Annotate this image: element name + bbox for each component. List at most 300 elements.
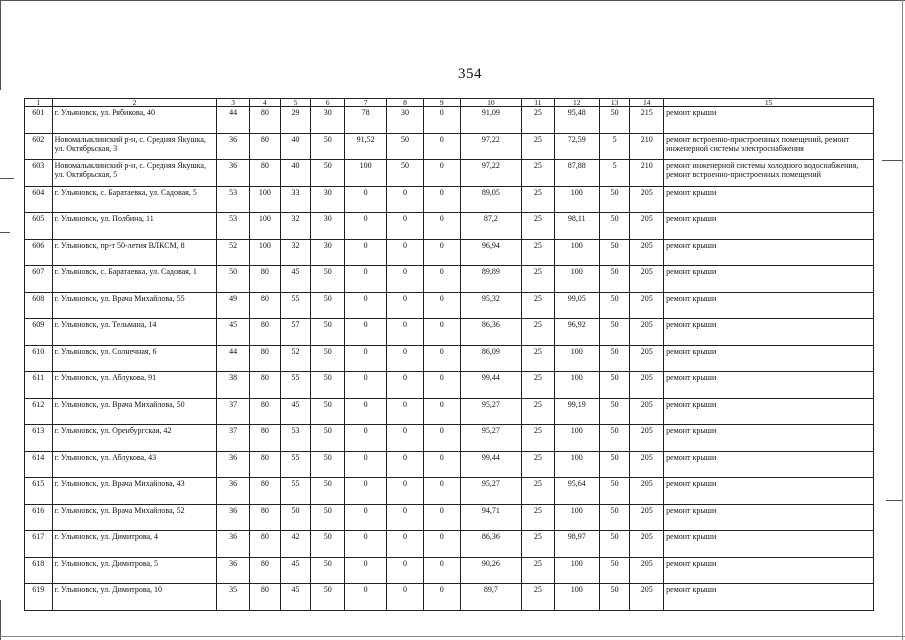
table-cell-col-8: 0 [387,478,424,505]
table-cell-col-9: 0 [423,584,460,611]
table-cell-col-11: 25 [522,372,555,399]
table-cell-col-14: 205 [630,186,664,213]
table-cell-col-3: 36 [217,531,250,558]
table-cell-col-3: 44 [217,345,250,372]
table-cell-col-7: 0 [345,451,387,478]
table-cell-col-6: 30 [311,213,345,240]
table-cell-col-2: г. Ульяновск, ул. Врача Михайлова, 55 [52,292,217,319]
column-number-15: 15 [664,99,874,107]
table-row [25,266,874,293]
table-cell-col-14: 205 [630,213,664,240]
table-cell-col-2: г. Ульяновск, ул. Димитрова, 10 [52,584,217,611]
table-cell-col-13: 50 [599,531,630,558]
table-cell-col-1: 602 [25,133,53,160]
table-cell-col-5: 52 [280,345,311,372]
table-cell-col-9: 0 [423,107,460,134]
table-cell-col-11: 25 [522,345,555,372]
table-cell-col-10: 96,94 [460,239,521,266]
table-cell-col-2: г. Ульяновск, ул. Врача Михайлова, 52 [52,504,217,531]
table-cell-col-13: 5 [599,160,630,187]
table-cell-col-5: 55 [280,451,311,478]
table-row [25,425,874,452]
table-cell-col-3: 53 [217,186,250,213]
table-cell-col-5: 45 [280,266,311,293]
table-cell-col-4: 80 [250,557,281,584]
table-cell-col-9: 0 [423,504,460,531]
table-cell-col-8: 0 [387,319,424,346]
table-cell-col-3: 35 [217,584,250,611]
table-cell-col-5: 45 [280,584,311,611]
table-cell-col-3: 37 [217,398,250,425]
table-cell-col-1: 617 [25,531,53,558]
table-cell-col-14: 205 [630,398,664,425]
table-cell-col-7: 0 [345,531,387,558]
table-cell-col-10: 97,22 [460,133,521,160]
table-cell-col-3: 45 [217,319,250,346]
table-cell-col-3: 50 [217,266,250,293]
table-cell-col-8: 0 [387,584,424,611]
table-cell-col-12: 100 [554,557,599,584]
table-cell-col-12: 95,64 [554,478,599,505]
table-cell-col-2: г. Ульяновск, ул. Тельмана, 14 [52,319,217,346]
table-row [25,107,874,134]
table-cell-col-15: ремонт крыши [664,504,874,531]
table-cell-col-4: 80 [250,133,281,160]
table-cell-col-10: 86,36 [460,319,521,346]
table-cell-col-7: 78 [345,107,387,134]
table-cell-col-10: 90,26 [460,557,521,584]
table-row [25,213,874,240]
table-cell-col-6: 50 [311,345,345,372]
table-cell-col-11: 25 [522,504,555,531]
table-cell-col-15: ремонт крыши [664,584,874,611]
table-cell-col-6: 50 [311,372,345,399]
table-cell-col-3: 36 [217,478,250,505]
scan-border-bottom [0,636,905,637]
scan-tick-left-1 [0,178,14,179]
column-number-row [25,99,874,107]
table-cell-col-9: 0 [423,451,460,478]
table-cell-col-1: 608 [25,292,53,319]
table-cell-col-8: 0 [387,186,424,213]
table-cell-col-5: 55 [280,478,311,505]
table-cell-col-11: 25 [522,186,555,213]
table-cell-col-13: 50 [599,425,630,452]
table-cell-col-7: 0 [345,239,387,266]
table-cell-col-4: 80 [250,398,281,425]
table-cell-col-6: 50 [311,557,345,584]
table-cell-col-10: 89,89 [460,266,521,293]
table-cell-col-9: 0 [423,133,460,160]
table-cell-col-13: 50 [599,478,630,505]
table-cell-col-2: г. Ульяновск, ул. Димитрова, 5 [52,557,217,584]
table-cell-col-15: ремонт крыши [664,345,874,372]
table-cell-col-15: ремонт встроенно-пристроенных помещений, ремонт инженерной системы электроснабжения [664,133,874,160]
table-cell-col-14: 205 [630,266,664,293]
table-row [25,557,874,584]
table-cell-col-9: 0 [423,266,460,293]
table-cell-col-10: 94,71 [460,504,521,531]
table-cell-col-8: 50 [387,160,424,187]
table-cell-col-1: 609 [25,319,53,346]
table-cell-col-13: 50 [599,107,630,134]
table-cell-col-2: г. Ульяновск, пр-т 50-летия ВЛКСМ, 8 [52,239,217,266]
table-cell-col-10: 89,05 [460,186,521,213]
table-cell-col-1: 603 [25,160,53,187]
column-number-12: 12 [554,99,599,107]
table-row [25,504,874,531]
table-cell-col-12: 100 [554,186,599,213]
table-cell-col-14: 210 [630,160,664,187]
table-cell-col-11: 25 [522,266,555,293]
table-cell-col-15: ремонт крыши [664,425,874,452]
table-cell-col-4: 80 [250,478,281,505]
column-number-10: 10 [460,99,521,107]
table-cell-col-3: 44 [217,107,250,134]
table-cell-col-7: 0 [345,319,387,346]
table-cell-col-13: 50 [599,213,630,240]
table-cell-col-12: 100 [554,345,599,372]
table-cell-col-1: 618 [25,557,53,584]
table-cell-col-8: 0 [387,504,424,531]
table-cell-col-12: 99,05 [554,292,599,319]
table-cell-col-5: 40 [280,160,311,187]
table-cell-col-10: 91,09 [460,107,521,134]
table-cell-col-8: 30 [387,107,424,134]
table-cell-col-7: 0 [345,292,387,319]
table-cell-col-6: 50 [311,319,345,346]
table-cell-col-13: 50 [599,345,630,372]
table-cell-col-3: 37 [217,425,250,452]
table-cell-col-4: 80 [250,584,281,611]
table-cell-col-13: 50 [599,557,630,584]
table-cell-col-8: 0 [387,213,424,240]
table-cell-col-10: 87,2 [460,213,521,240]
table-cell-col-12: 100 [554,372,599,399]
table-row [25,319,874,346]
table-cell-col-6: 50 [311,531,345,558]
table-cell-col-7: 100 [345,160,387,187]
table-cell-col-12: 72,59 [554,133,599,160]
table-cell-col-14: 205 [630,345,664,372]
table-cell-col-7: 0 [345,425,387,452]
table-cell-col-15: ремонт крыши [664,557,874,584]
table-cell-col-3: 36 [217,557,250,584]
table-cell-col-10: 95,27 [460,425,521,452]
table-cell-col-3: 38 [217,372,250,399]
table-cell-col-9: 0 [423,292,460,319]
table-cell-col-5: 40 [280,133,311,160]
table-cell-col-1: 605 [25,213,53,240]
table-cell-col-7: 0 [345,584,387,611]
table-cell-col-2: Новомалыклинский р-н, с. Средняя Якушка, ул. Октябрьская, 5 [52,160,217,187]
column-number-5: 5 [280,99,311,107]
table-cell-col-2: г. Ульяновск, с. Баратаевка, ул. Садовая, 1 [52,266,217,293]
table-cell-col-11: 25 [522,133,555,160]
table-cell-col-13: 50 [599,584,630,611]
table-cell-col-7: 0 [345,186,387,213]
table-cell-col-4: 100 [250,186,281,213]
table-cell-col-6: 50 [311,504,345,531]
table-cell-col-13: 50 [599,504,630,531]
table-row [25,451,874,478]
table-cell-col-10: 99,44 [460,451,521,478]
column-number-8: 8 [387,99,424,107]
table-cell-col-6: 50 [311,133,345,160]
table-cell-col-11: 25 [522,160,555,187]
table-cell-col-14: 205 [630,557,664,584]
table-cell-col-9: 0 [423,186,460,213]
table-cell-col-13: 50 [599,292,630,319]
table-cell-col-6: 50 [311,398,345,425]
scan-border-right [902,0,903,640]
table-body [25,107,874,611]
table-cell-col-3: 36 [217,160,250,187]
table-cell-col-15: ремонт крыши [664,319,874,346]
table-cell-col-8: 0 [387,372,424,399]
table-cell-col-4: 100 [250,213,281,240]
table-cell-col-12: 100 [554,239,599,266]
table-cell-col-8: 0 [387,557,424,584]
table-cell-col-9: 0 [423,531,460,558]
table-cell-col-4: 80 [250,504,281,531]
table-cell-col-5: 53 [280,425,311,452]
table-cell-col-14: 205 [630,292,664,319]
table-cell-col-2: г. Ульяновск, ул. Аблукова, 91 [52,372,217,399]
table-cell-col-10: 89,7 [460,584,521,611]
table-cell-col-2: г. Ульяновск, ул. Врача Михайлова, 43 [52,478,217,505]
table-cell-col-12: 100 [554,504,599,531]
table-cell-col-8: 0 [387,292,424,319]
table-cell-col-10: 95,27 [460,478,521,505]
table-cell-col-4: 80 [250,107,281,134]
table-cell-col-11: 25 [522,239,555,266]
table-cell-col-3: 36 [217,133,250,160]
table-cell-col-7: 0 [345,345,387,372]
scan-border-left-top [0,0,1,90]
table-cell-col-11: 25 [522,478,555,505]
table-cell-col-9: 0 [423,213,460,240]
table-cell-col-15: ремонт крыши [664,478,874,505]
table-cell-col-8: 0 [387,239,424,266]
table-row [25,239,874,266]
table-cell-col-1: 615 [25,478,53,505]
table-cell-col-7: 91,52 [345,133,387,160]
table-cell-col-11: 25 [522,213,555,240]
table-cell-col-14: 215 [630,107,664,134]
table-cell-col-5: 50 [280,504,311,531]
table-cell-col-10: 99,44 [460,372,521,399]
table-cell-col-15: ремонт крыши [664,239,874,266]
table-cell-col-9: 0 [423,160,460,187]
table-cell-col-9: 0 [423,345,460,372]
table-cell-col-10: 95,32 [460,292,521,319]
table-cell-col-3: 36 [217,451,250,478]
table-cell-col-5: 45 [280,557,311,584]
table-cell-col-14: 205 [630,239,664,266]
table-cell-col-1: 616 [25,504,53,531]
table-cell-col-15: ремонт крыши [664,266,874,293]
table-cell-col-12: 100 [554,266,599,293]
table-row [25,345,874,372]
table-cell-col-11: 25 [522,584,555,611]
table-cell-col-6: 30 [311,186,345,213]
table-cell-col-1: 614 [25,451,53,478]
scan-tick-right-1 [882,160,902,161]
column-number-13: 13 [599,99,630,107]
table-cell-col-3: 36 [217,504,250,531]
table-cell-col-9: 0 [423,319,460,346]
table-cell-col-1: 604 [25,186,53,213]
table-row [25,160,874,187]
table-cell-col-6: 50 [311,266,345,293]
table-cell-col-1: 606 [25,239,53,266]
table-cell-col-15: ремонт крыши [664,372,874,399]
table-cell-col-11: 25 [522,531,555,558]
table-cell-col-2: г. Ульяновск, ул. Аблукова, 43 [52,451,217,478]
column-number-2: 2 [52,99,217,107]
column-number-4: 4 [250,99,281,107]
table-cell-col-6: 50 [311,451,345,478]
table-cell-col-14: 205 [630,319,664,346]
table-cell-col-2: г. Ульяновск, с. Баратаевка, ул. Садовая, 5 [52,186,217,213]
table-cell-col-1: 607 [25,266,53,293]
table-cell-col-11: 25 [522,107,555,134]
table-cell-col-14: 205 [630,504,664,531]
table-cell-col-8: 0 [387,425,424,452]
data-table [24,98,874,611]
table-row [25,133,874,160]
scan-border-top [0,0,905,1]
table-cell-col-15: ремонт инженерной системы холодного водоснабжения, ремонт встроенно-пристроенных помещений [664,160,874,187]
table-cell-col-12: 100 [554,584,599,611]
table-cell-col-9: 0 [423,398,460,425]
table-cell-col-9: 0 [423,425,460,452]
table-cell-col-1: 619 [25,584,53,611]
table-cell-col-14: 205 [630,478,664,505]
table-cell-col-1: 612 [25,398,53,425]
table-cell-col-7: 0 [345,213,387,240]
table-cell-col-8: 0 [387,398,424,425]
table-cell-col-11: 25 [522,319,555,346]
table-cell-col-13: 5 [599,133,630,160]
column-number-1: 1 [25,99,53,107]
scan-border-left-bottom [0,600,1,640]
table-cell-col-14: 205 [630,584,664,611]
table-cell-col-8: 0 [387,266,424,293]
table-cell-col-4: 80 [250,266,281,293]
table-cell-col-7: 0 [345,557,387,584]
table-cell-col-5: 32 [280,239,311,266]
table-cell-col-14: 205 [630,372,664,399]
table-cell-col-15: ремонт крыши [664,213,874,240]
table-cell-col-12: 95,48 [554,107,599,134]
table-cell-col-12: 87,88 [554,160,599,187]
table-row [25,584,874,611]
table-cell-col-15: ремонт крыши [664,107,874,134]
table-cell-col-6: 50 [311,478,345,505]
table-cell-col-13: 50 [599,239,630,266]
table-cell-col-9: 0 [423,372,460,399]
table-cell-col-4: 80 [250,425,281,452]
table-cell-col-12: 96,92 [554,319,599,346]
table-cell-col-13: 50 [599,372,630,399]
column-number-7: 7 [345,99,387,107]
table-cell-col-13: 50 [599,266,630,293]
table-cell-col-10: 95,27 [460,398,521,425]
table-row [25,186,874,213]
column-number-3: 3 [217,99,250,107]
table-cell-col-5: 29 [280,107,311,134]
table-cell-col-11: 25 [522,292,555,319]
table-cell-col-7: 0 [345,398,387,425]
table-cell-col-8: 0 [387,345,424,372]
table-row [25,531,874,558]
table-cell-col-12: 99,19 [554,398,599,425]
table-cell-col-6: 30 [311,107,345,134]
table-row [25,398,874,425]
table-cell-col-13: 50 [599,186,630,213]
table-cell-col-15: ремонт крыши [664,292,874,319]
table-cell-col-4: 80 [250,451,281,478]
column-number-6: 6 [311,99,345,107]
table-cell-col-11: 25 [522,451,555,478]
table-cell-col-1: 610 [25,345,53,372]
table-cell-col-5: 33 [280,186,311,213]
table-cell-col-4: 80 [250,292,281,319]
table-cell-col-12: 98,97 [554,531,599,558]
table-cell-col-13: 50 [599,398,630,425]
table-cell-col-2: г. Ульяновск, ул. Рябикова, 40 [52,107,217,134]
table-cell-col-14: 205 [630,531,664,558]
table-row [25,372,874,399]
table-cell-col-12: 98,11 [554,213,599,240]
table-cell-col-13: 50 [599,319,630,346]
table-cell-col-10: 86,09 [460,345,521,372]
table-cell-col-6: 50 [311,425,345,452]
table-cell-col-15: ремонт крыши [664,398,874,425]
scan-tick-right-2 [886,500,902,501]
table-cell-col-5: 55 [280,292,311,319]
table-cell-col-5: 42 [280,531,311,558]
table-cell-col-8: 0 [387,531,424,558]
table-cell-col-8: 0 [387,451,424,478]
table-cell-col-4: 100 [250,239,281,266]
table-cell-col-11: 25 [522,398,555,425]
table-cell-col-13: 50 [599,451,630,478]
table-cell-col-3: 52 [217,239,250,266]
table-cell-col-14: 205 [630,451,664,478]
table-cell-col-6: 50 [311,160,345,187]
scan-tick-left-2 [0,232,10,233]
table-cell-col-8: 50 [387,133,424,160]
table-cell-col-4: 80 [250,160,281,187]
table-cell-col-2: Новомалыклинский р-н, с. Средняя Якушка, ул. Октябрьская, 3 [52,133,217,160]
table-cell-col-10: 97,22 [460,160,521,187]
table-cell-col-7: 0 [345,372,387,399]
table-cell-col-5: 57 [280,319,311,346]
table-cell-col-1: 611 [25,372,53,399]
table-cell-col-3: 53 [217,213,250,240]
table-cell-col-15: ремонт крыши [664,451,874,478]
table-cell-col-7: 0 [345,478,387,505]
table-cell-col-4: 80 [250,319,281,346]
table-cell-col-4: 80 [250,345,281,372]
table-cell-col-4: 80 [250,531,281,558]
table-cell-col-4: 80 [250,372,281,399]
column-number-9: 9 [423,99,460,107]
table-cell-col-5: 55 [280,372,311,399]
